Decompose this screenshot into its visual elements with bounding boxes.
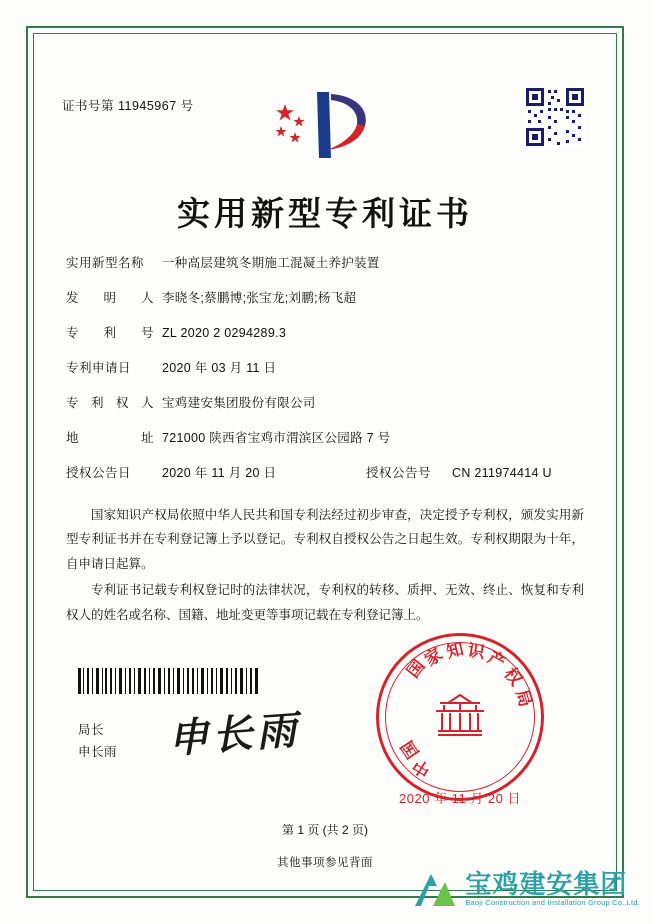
field-value: 2020 年 11 月 20 日 [162,466,277,480]
seal-emblem-icon [424,681,496,753]
statement-paragraph-2: 专利证书记载专利权登记时的法律状况，专利权的转移、质押、无效、终止、恢复和专利权人的姓名或名称、国籍、地址变更等事项记载在专利登记簿上。 [66,583,584,622]
certificate-fields [66,253,584,495]
seal-ring-char: 产 [483,647,509,674]
certificate-number: 证书号第 11945967 号 [62,99,194,113]
handwritten-signature: 申长雨 [166,706,302,763]
field-row-patentee [66,393,584,411]
field-row-address [66,428,584,446]
certificate-title: 实用新型专利证书 [177,194,473,233]
field-value: ZL 2020 2 0294289.3 [162,326,287,340]
director-signature-block [78,720,117,764]
field-value: 李晓冬;蔡鹏博;张宝龙;刘鹏;杨飞超 [162,291,357,305]
field-label: 实用新型名称 [66,256,145,270]
field-value: CN 211974414 U [452,466,552,480]
field-label: 授权公告日 [66,466,132,480]
seal-ring-char: 局 [510,687,536,710]
field-label: 专 利 号 [66,326,154,340]
footnote: 其他事项参见背面 [277,857,373,869]
company-watermark-text [465,871,640,908]
field-value: 宝鸡建安集团股份有限公司 [162,396,316,410]
company-watermark [411,868,640,910]
certificate-content [48,48,602,876]
field-row-inventors [66,288,584,306]
official-seal [376,633,544,806]
certificate-statement [66,503,584,629]
director-name-label: 申长雨 [78,744,118,759]
field-row-patent-number [66,323,584,341]
barcode [78,668,258,694]
company-name-cn: 宝鸡建安集团 [465,869,628,900]
seal-ring-char: 识 [466,640,486,664]
company-logo-icon [411,868,457,910]
seal-ring-char: 中 [409,754,435,781]
field-row-utility-model-name [66,253,584,271]
seal-ring-char: 国 [403,656,430,682]
page-number: 第 1 页 (共 2 页) [281,823,368,837]
field-label: 专 利 权 人 [66,396,154,410]
field-row-grant-publication [66,463,584,481]
field-label: 专利申请日 [66,361,132,375]
field-value: 一种高层建筑冬期施工混凝土养护装置 [162,256,380,270]
qr-code [524,86,586,148]
field-label: 授权公告号 [366,466,432,480]
company-name-en: Baoji Construction and Installation Group Co.,Ltd. [465,898,640,908]
field-label: 发 明 人 [66,291,154,305]
director-title-label: 局长 [78,723,105,737]
field-value: 2020 年 03 月 11 日 [162,361,277,375]
seal-ring-char: 知 [444,639,466,663]
seal-ring-char: 家 [421,644,447,671]
cnipa-logo-icon [265,86,385,164]
seal-ring-char: 国 [397,736,424,762]
seal-date: 2020 年 11 月 20 日 [399,791,521,806]
statement-paragraph-1: 国家知识产权局依照中华人民共和国专利法经过初步审查，决定授予专利权，颁发实用新型专利证书并在专利登记簿上予以登记。专利权自授权公告之日起生效。专利权期限为十年，自申请日起算。 [66,508,584,571]
field-value: 721000 陕西省宝鸡市渭滨区公园路 7 号 [162,431,391,445]
field-label: 地 址 [66,431,154,445]
field-row-application-date [66,358,584,376]
grant-date-group [66,463,366,481]
grant-number-group [366,463,584,481]
seal-ring-char: 权 [499,664,526,690]
